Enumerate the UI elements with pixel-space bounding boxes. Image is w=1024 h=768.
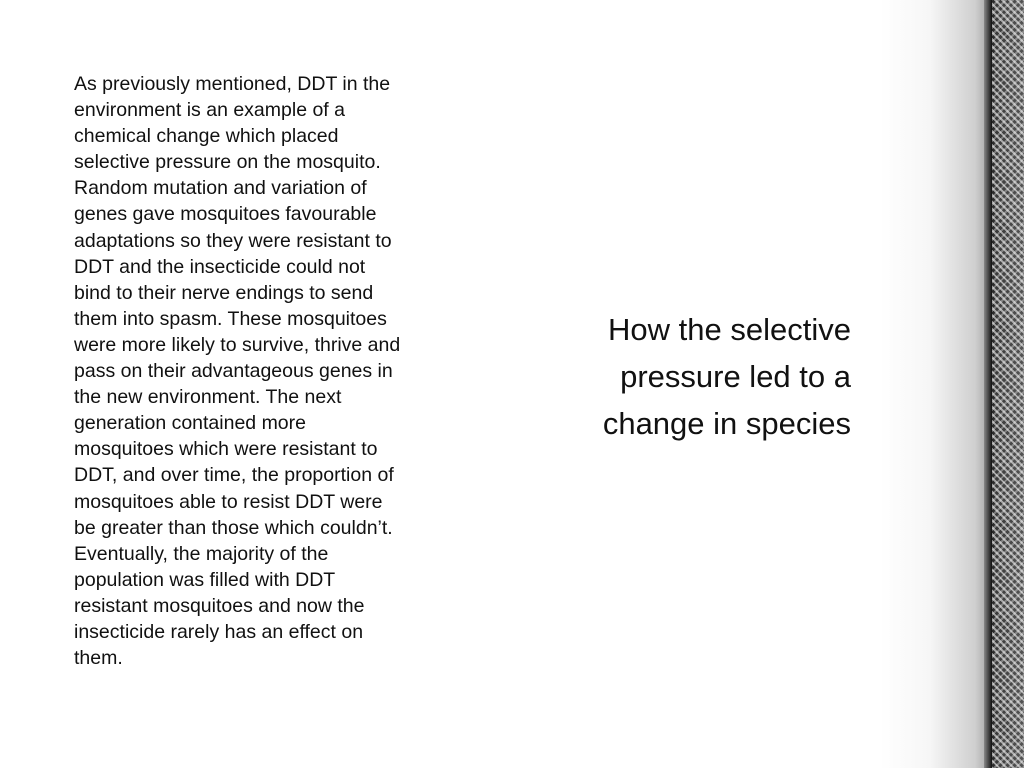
slide-title: How the selective pressure led to a change in species — [602, 312, 851, 441]
decorative-edge-strip — [984, 0, 992, 768]
slide-body-text: As previously mentioned, DDT in the environment is an example of a chemical change which placed selective pressure on the mosquito. Random mutation and variation of genes gave mosquitoes favourable adaptations so they were resistant to DDT and the insecticide could not bind to their nerve endings to send them into spasm. These mosquitoes were more likely to survive, thrive and pass on their advantageous genes in the new environment. The next generation contained more mosquitoes which were resistant to DDT, and over time, the proportion of mosquitoes able to resist DDT were be greater than those which couldn’t. Eventually, the majority of the population was filled with DDT resistant mosquitoes and now the insecticide rarely has an effect on them. — [74, 73, 401, 670]
